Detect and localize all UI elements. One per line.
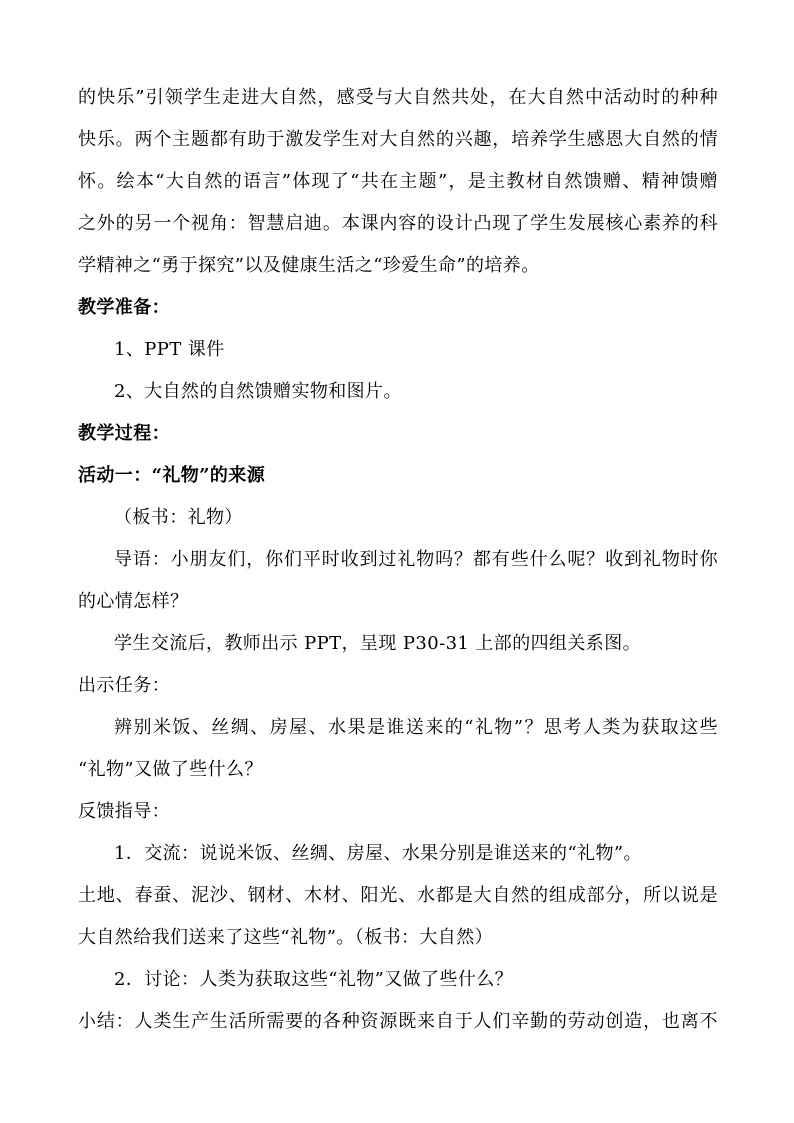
section-heading-preparation: 教学准备： <box>78 297 170 318</box>
list-item: 2、大自然的自然馈赠实物和图片。 <box>114 381 402 402</box>
label-feedback: 反馈指导： <box>78 801 170 822</box>
list-item: 1．交流：说说米饭、丝绸、房屋、水果分别是谁送来的“礼物”。 <box>114 843 642 864</box>
paragraph-line: 学生交流后，教师出示 PPT，呈现 P30-31 上部的四组关系图。 <box>114 633 641 654</box>
paragraph-line: 大自然给我们送来了这些“礼物”。（板书：大自然） <box>78 927 494 948</box>
paragraph-line: 学精神之“勇于探究”以及健康生活之“珍爱生命”的培养。 <box>78 255 540 276</box>
paragraph-line: 的快乐”引领学生走进大自然，感受与大自然共处，在大自然中活动时的种种 <box>78 87 718 108</box>
paragraph-line: 快乐。两个主题都有助于激发学生对大自然的兴趣，培养学生感恩大自然的情 <box>78 129 718 150</box>
list-item: 1、PPT 课件 <box>114 339 225 360</box>
list-item: 2．讨论：人类为获取这些“礼物”又做了些什么？ <box>114 969 514 990</box>
label-task: 出示任务： <box>78 675 170 696</box>
paragraph-line: 小结：人类生产生活所需要的各种资源既来自于人们辛勤的劳动创造，也离不 <box>78 1011 718 1032</box>
paragraph-line: “礼物”又做了些什么？ <box>78 759 263 780</box>
paragraph-line: 土地、春蚕、泥沙、钢材、木材、阳光、水都是大自然的组成部分，所以说是 <box>78 885 718 906</box>
activity-heading: 活动一：“礼物”的来源 <box>78 465 266 486</box>
paragraph-line: 的心情怎样？ <box>78 591 189 612</box>
paragraph-line: 之外的另一个视角：智慧启迪。本课内容的设计凸现了学生发展核心素养的科 <box>78 213 718 234</box>
paragraph-line: 辨别米饭、丝绸、房屋、水果是谁送来的“礼物”？思考人类为获取这些 <box>114 717 718 738</box>
paragraph-line: 导语：小朋友们，你们平时收到过礼物吗？都有些什么呢？收到礼物时你 <box>114 549 718 570</box>
paragraph-line: 怀。绘本“大自然的语言”体现了“共在主题”，是主教材自然馈赠、精神馈赠 <box>78 171 718 192</box>
section-heading-process: 教学过程： <box>78 423 170 444</box>
board-note: （板书：礼物） <box>114 507 243 528</box>
